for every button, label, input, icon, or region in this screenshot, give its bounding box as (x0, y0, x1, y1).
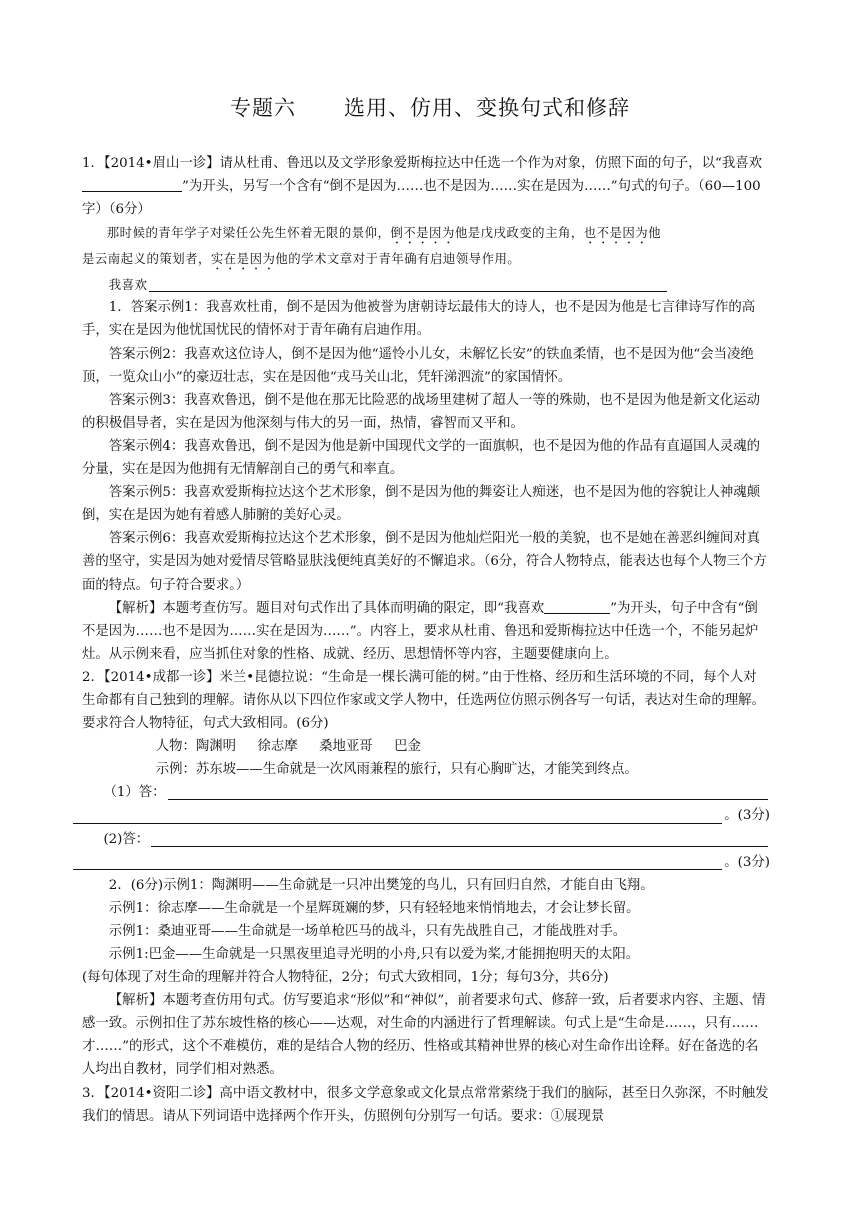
q1-answer-6: 答案示例6：我喜欢爱斯梅拉达这个艺术形象，倒不是因为他灿烂阳光一般的美貌，也不是她在善恶纠缠间对真善的坚守，实是因为她对爱情尽管略显肤浅便纯真美好的不懈追求。（6分，符合人物特点，能表达也每个人物三个方面的特点。句子符合要求。） (82, 531, 767, 593)
q1-example-cont: 是云南起义的策划者，实在是因为他的学术文章对于青年确有启迪领导作用。 (82, 251, 521, 267)
q1-analysis: 【解析】本题考查仿写。题目对句式作出了具体而明确的限定，即“我喜欢 ”为开头，句子中含有“倒不是因为……也不是因为……实在是因为……”。内容上，要求从杜甫、鲁迅和爱斯梅拉达中任选一个，不能另起炉灶。从示例来看，应当抓住对象的性格、成就、经历、思想情怀等内容，主题要健康向上。 (82, 600, 759, 662)
q2-score-note: (每句体现了对生命的理解并符合人物特征，2分；句式大致相同，1分；每句3分，共6分) (82, 970, 609, 986)
q1-answer-4: 答案示例4：我喜欢鲁迅，倒不是因为他是新中国现代文学的一面旗帜，也不是因为他的作品有直逼国人灵魂的分量，实在是因为他拥有无情解剖自己的勇气和率直。 (82, 438, 761, 478)
answer-underline (149, 276, 666, 292)
q1-answer-2: 答案示例2：我喜欢这位诗人，倒不是因为他“遥怜小儿女，未解忆长安”的铁血柔情，也不是因为他“会当凌绝顶，一览众山小”的豪迈壮志，实在是因他“戎马关山北，凭轩涕泗流”的家国情怀。 (82, 346, 754, 385)
q2-answer-1-line: （1）答： (82, 781, 770, 804)
q2-example: 示例：苏东坡——生命就是一次风雨兼程的旅行，只有心胸旷达，才能笑到终点。 (155, 762, 638, 778)
q3-stem: 3．【2014•资阳二诊】高中语文教材中，很多文学意象或文化景点常常萦绕于我们的脑际，甚至日久弥深，不时触发我们的情思。请从下列词语中选择两个作开头，仿照例句分别写一句话。要求：①展现景 (82, 1085, 769, 1124)
q2-stem: 2．【2014•成都一诊】米兰•昆德拉说：“生命是一棵长满可能的树。”由于性格、经历和生活环境的不同，每个人对生命都有自己独到的理解。请你从以下四位作家或文学人物中，任选两位仿照示例各写一句话，表达对生命的理解。要求符合人物特征，句式大致相同。(6分) (82, 669, 765, 732)
q1-answer-1: 1．答案示例1：我喜欢杜甫，倒不是因为他被誉为唐朝诗坛最伟大的诗人，也不是因为他是七言律诗写作的高手，实在是因为他忧国忧民的情怀对于青年确有启迪作用。 (82, 300, 756, 339)
q1-example: 那时候的青年学子对梁任公先生怀着无限的景仰，倒不是因为他是戊戌政变的主角，也不是因为他 (106, 225, 662, 241)
q2-answer-4: 示例1:巴金——生命就是一只黑夜里追寻光明的小舟,只有以爱为桨,才能拥抱明天的太阳。 (108, 947, 640, 962)
q2-answer-2-line2: 。(3分) (71, 851, 770, 874)
q2-analysis: 【解析】本题考查仿用句式。仿写要追求“形似”和“神似”，前者要求句式、修辞一致，后者要求内容、主题、情感一致。示例扣住了苏东坡性格的核心——达观，对生命的内涵进行了哲理解读。句式上是“生命是……，只有……才……”的形式，这个不难模仿，难的是结合人物的经历、性格或其精神世界的核心对生命作出诠释。好在备选的名人均出自教材，同学们相对熟悉。 (82, 993, 766, 1078)
q2-answer-1: 2．(6分)示例1：陶渊明——生命就是一只冲出樊笼的鸟儿，只有回归自然，才能自由飞翔。 (108, 877, 654, 893)
q1-blank (82, 177, 182, 192)
title-part2: 选用、仿用、变换句式和修辞 (344, 96, 630, 120)
q2-answer-1-line2: 。(3分) (71, 804, 770, 827)
q2-answer-2-line: (2)答： (82, 828, 770, 851)
q1-answer-3: 答案示例3：我喜欢鲁迅，倒不是他在那无比险恶的战场里建树了超人一等的殊勋，也不是因为他是新文化运动的积极倡导者，实在是因为他深刻与伟大的另一面，热情，睿智而又平和。 (82, 392, 761, 431)
q2-people: 人物：陶渊明 徐志摩 桑地亚哥 巴金 (155, 739, 421, 755)
page-title (0, 92, 860, 122)
q1-analysis-blank (544, 599, 610, 614)
document-body (82, 152, 770, 1128)
q1-answer-5: 答案示例5：我喜欢爱斯梅拉达这个艺术形象，倒不是因为他的舞姿让人痴迷，也不是因为他的容貌让人神魂颠倒，实在是因为她有着感人肺腑的美好心灵。 (82, 485, 761, 524)
q2-answer-2: 示例1：徐志摩——生命就是一个星辉斑斓的梦，只有轻轻地来悄悄地去，才会让梦长留。 (108, 900, 640, 916)
q1-stem: 1．【2014•眉山一诊】请从杜甫、鲁迅以及文学形象爱斯梅拉达中任选一个作为对象，仿照下面的句子，以“我喜欢”为开头，另写一个含有“倒不是因为……也不是因为……实在是因为……”句式的句子。（60—100字）（6分） (82, 156, 762, 218)
title-part1: 专题六 (230, 96, 296, 120)
q1-answer-line: 我喜欢 (82, 273, 669, 296)
q2-answer-3: 示例1：桑迪亚哥——生命就是一场单枪匹马的战斗，只有先战胜自己，才能战胜对手。 (108, 923, 627, 939)
